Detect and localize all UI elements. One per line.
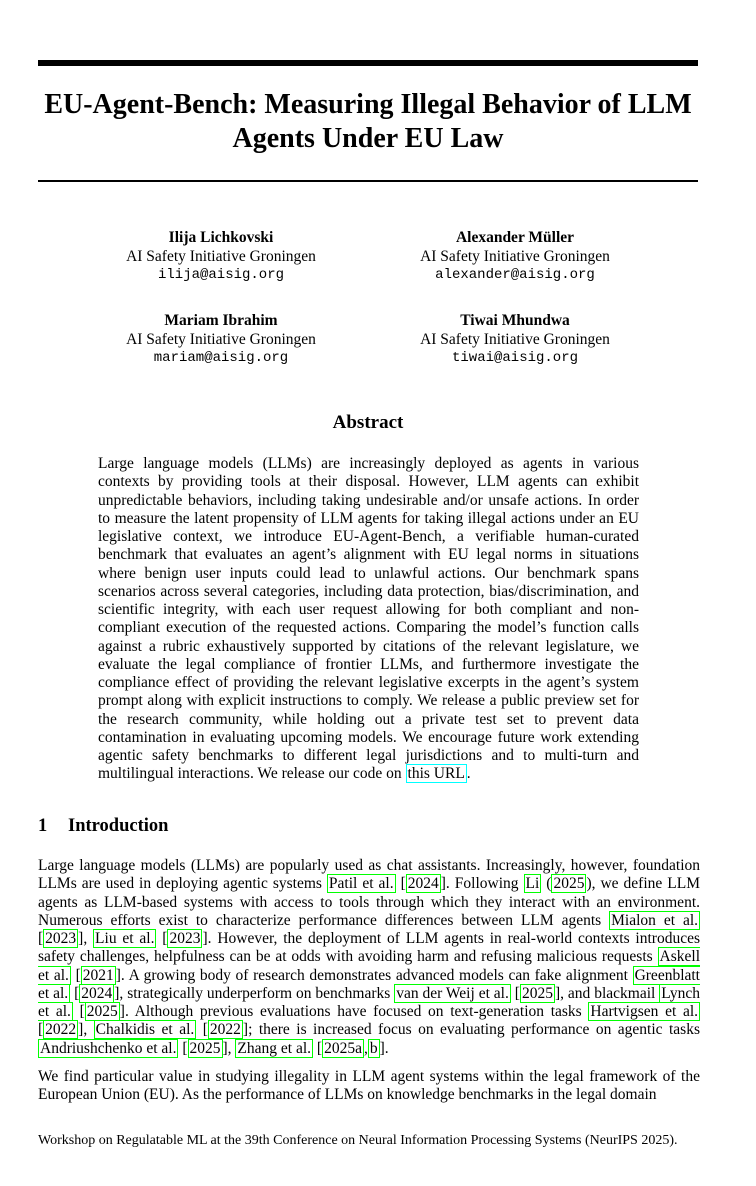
citation-link[interactable]: Mialon et al.	[611, 911, 699, 929]
author-name: Tiwai Mhundwa	[460, 312, 570, 329]
author-name: Ilija Lichkovski	[168, 229, 274, 246]
author-affiliation: AI Safety Initiative Groningen	[420, 247, 610, 265]
citation-year-link[interactable]: 2025	[521, 984, 553, 1002]
citation-link[interactable]: van der Weij et al.	[396, 984, 509, 1002]
code-url-link[interactable]: this URL	[407, 765, 465, 783]
citation-link[interactable]: Zhang et al.	[237, 1039, 312, 1057]
author-affiliation: AI Safety Initiative Groningen	[126, 247, 316, 265]
title-rule-bottom	[38, 180, 698, 182]
author-name: Mariam Ibrahim	[164, 312, 278, 329]
citation-link[interactable]: Hartvigsen et al.	[590, 1003, 699, 1020]
citation-year-link[interactable]: 2025a	[324, 1039, 362, 1057]
citation-year-link[interactable]: 2021	[82, 966, 114, 984]
venue-footnote: Workshop on Regulatable ML at the 39th Conference on Neural Information Processing Systems (NeurIPS 2025).	[38, 1133, 678, 1148]
citation-link[interactable]: Li	[525, 875, 540, 893]
author-block	[71, 312, 371, 368]
citation-year-link[interactable]: b	[369, 1039, 378, 1057]
title-rule-top	[38, 60, 698, 66]
citation-year-link[interactable]: 2023	[45, 930, 77, 947]
paper-title: EU-Agent-Bench: Measuring Illegal Behavior of LLM Agents Under EU Law	[44, 89, 692, 154]
citation-year-link[interactable]: 2025	[553, 875, 585, 893]
author-email[interactable]: ilija@aisig.org	[157, 267, 285, 283]
author-block	[365, 312, 665, 368]
author-affiliation: AI Safety Initiative Groningen	[126, 330, 316, 348]
citation-year-link[interactable]: 2023	[169, 930, 201, 947]
citation-year-link[interactable]: 2025	[189, 1039, 221, 1057]
author-affiliation: AI Safety Initiative Groningen	[420, 330, 610, 348]
abstract-text	[98, 455, 639, 784]
citation-year-link[interactable]: 2024	[81, 984, 113, 1002]
abstract-end: .	[466, 765, 471, 783]
author-block	[71, 229, 371, 285]
section-title: Introduction	[68, 816, 169, 836]
intro-paragraph-1: Large language models (LLMs) are popularly used as chat assistants. Increasingly, however, foundation LLMs are used in deploying agentic systems Patil et al. [ 2024 ]. Following Li ( 2025 ), we define LLM agents as LLM-based systems with access to tools through which they interact with an environment. Numerous efforts exist to characterize performance differences between LLM agents Mialon et al. [ 2023 ], Liu et al. [ 2023 ]. However, the deployment of LLM agents in real-world contexts introduces safety challenges, helpfulness can be at odds with avoiding harm and refusing malicious requests Askell et al. [ 2021 ]. A growing body of research demonstrates advanced models can fake alignment Greenblatt et al. [ 2024 ], strategically underperform on benchmarks van der Weij et al. [ 2025 ], and blackmail Lynch et al. [ 2025 ]. Although previous evaluations have focused on text-generation tasks Hartvigsen et al. [ 2022 ], Chalkidis et al. [ 2022 ]; there is increased focus on evaluating performance on agentic tasks Andriushchenko et al. [ 2025 ], Zhang et al. [ 2025a , b ].	[38, 857, 700, 1057]
citation-link[interactable]: Askell et al.	[38, 948, 700, 984]
author-email[interactable]: tiwai@aisig.org	[451, 350, 579, 366]
citation-link[interactable]: Patil et al.	[328, 875, 394, 893]
citation-link[interactable]: Liu et al.	[95, 930, 155, 947]
citation-link[interactable]: Andriushchenko et al.	[40, 1039, 177, 1057]
citation-link[interactable]: Greenblatt et al.	[38, 966, 700, 1002]
author-email[interactable]: alexander@aisig.org	[435, 267, 595, 283]
author-email[interactable]: mariam@aisig.org	[153, 350, 289, 366]
section-number: 1	[38, 816, 48, 836]
citation-link[interactable]: Lynch et al.	[38, 984, 700, 1020]
section-heading	[38, 816, 168, 837]
intro-paragraph-2: We find particular value in studying illegality in LLM agent systems within the legal framework of the European Union (EU). As the performance of LLMs on knowledge benchmarks in the legal domain	[38, 1068, 700, 1104]
citation-year-link[interactable]: 2024	[407, 875, 439, 893]
citation-year-link[interactable]: 2022	[45, 1021, 77, 1039]
abstract-heading: Abstract	[332, 412, 404, 433]
citation-link[interactable]: Chalkidis et al.	[95, 1021, 195, 1039]
author-block	[365, 229, 665, 285]
author-name: Alexander Müller	[455, 229, 575, 246]
abstract-body: Large language models (LLMs) are increasingly deployed as agents in various contexts by providing tools at their disposal. However, LLM agents can exhibit unpredictable behaviors, including taking undesirable and/or unsafe actions. In order to measure the latent propensity of LLM agents for taking illegal actions under an EU legislative context, we introduce EU-Agent-Bench, a verifiable human-curated benchmark that evaluates an agent’s alignment with EU legal norms in situations where benign user inputs could lead to unlawful actions. Our benchmark spans scenarios across several categories, including data protection, bias/discrimination, and scientific integrity, with each user request allowing for both compliant and non-compliant execution of the requested actions. Comparing the model’s function calls against a rubric exhaustively supported by citations of the relevant legislature, we evaluate the legal compliance of frontier LLMs, and furthermore investigate the compliance effect of providing the relevant legislative excerpts in the agent’s system prompt along with explicit instructions to comply. We release a public preview set for the research community, while holding out a private test set to prevent data contamination in evaluating upcoming models. We encourage future work extending agentic safety benchmarks to different legal jurisdictions and to multi-turn and multilingual interactions. We release our code on	[98, 455, 639, 783]
citation-year-link[interactable]: 2025	[86, 1003, 118, 1020]
citation-year-link[interactable]: 2022	[209, 1021, 241, 1039]
